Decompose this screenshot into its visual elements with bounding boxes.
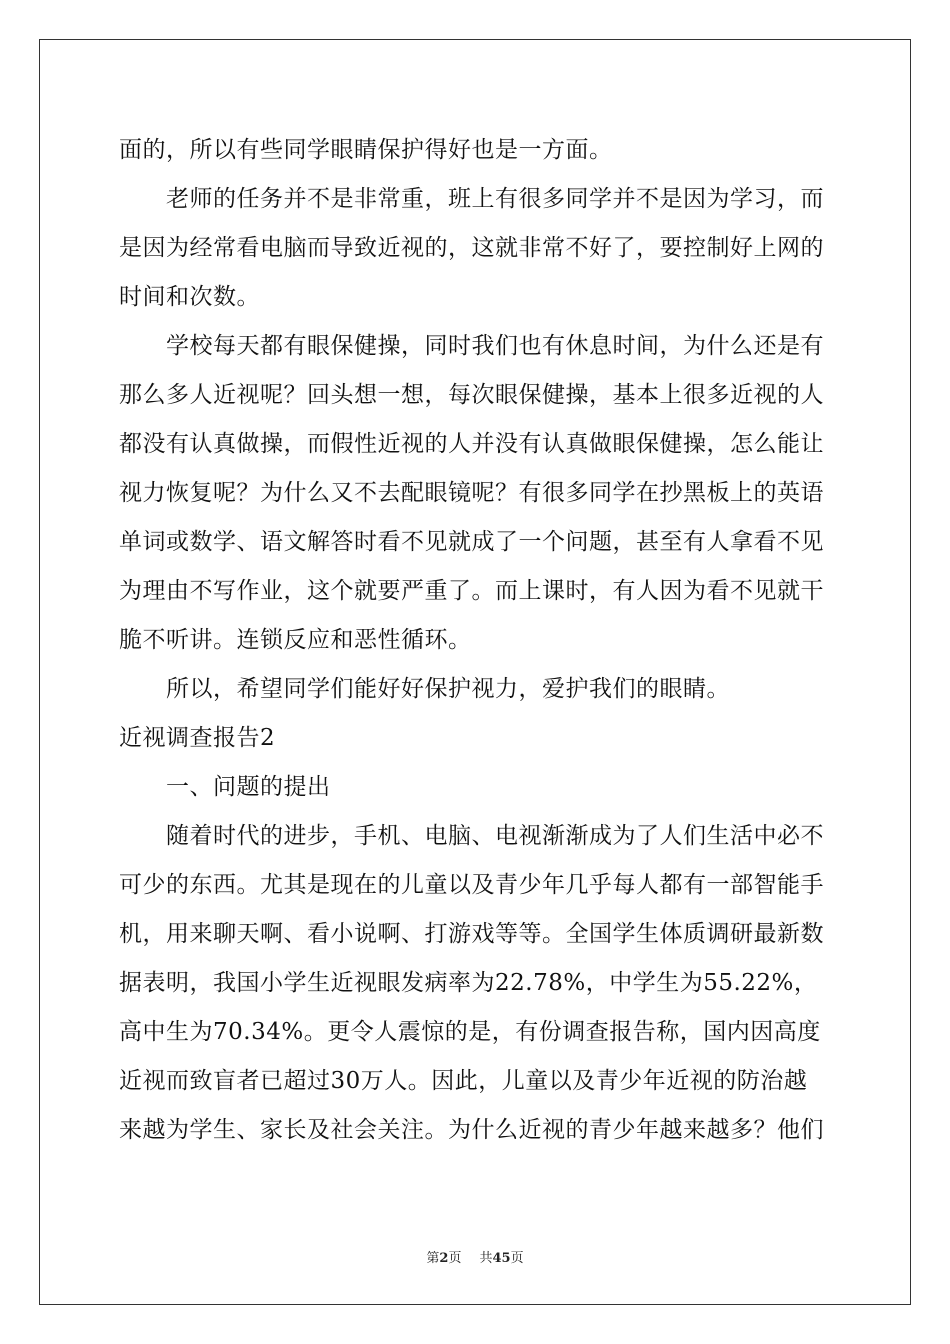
text-line: 面的，所以有些同学眼睛保护得好也是一方面。 (119, 137, 613, 163)
page-prefix: 第 (426, 1251, 440, 1266)
total-suffix: 页 (510, 1251, 524, 1266)
text-line: 都没有认真做操，而假性近视的人并没有认真做眼保健操，怎么能让 (119, 431, 824, 457)
text-line: 据表明，我国小学生近视眼发病率为22.78%，中学生为55.22%， (119, 970, 818, 996)
text-line: 单词或数学、语文解答时看不见就成了一个问题，甚至有人拿看不见 (119, 529, 824, 555)
text-line: 高中生为70.34%。更令人震惊的是，有份调查报告称，国内因高度 (119, 1019, 821, 1045)
text-line: 可少的东西。尤其是现在的儿童以及青少年几乎每人都有一部智能手 (119, 872, 824, 898)
page-number: 2 (439, 1251, 449, 1266)
page-suffix: 页 (448, 1251, 462, 1266)
text-line: 学校每天都有眼保健操，同时我们也有休息时间，为什么还是有 (166, 333, 824, 359)
text-line: 近视而致盲者已超过30万人。因此，儿童以及青少年近视的防治越 (119, 1068, 808, 1094)
text-line: 是因为经常看电脑而导致近视的，这就非常不好了，要控制好上网的 (119, 235, 824, 261)
text-line: 随着时代的进步，手机、电脑、电视渐渐成为了人们生活中必不 (166, 823, 824, 849)
text-line: 所以，希望同学们能好好保护视力，爱护我们的眼睛。 (166, 676, 730, 702)
subsection-heading: 一、问题的提出 (166, 774, 331, 800)
total-prefix: 共 (479, 1251, 493, 1266)
total-pages: 45 (492, 1251, 511, 1266)
text-line: 时间和次数。 (119, 284, 260, 310)
document-body (119, 126, 834, 1155)
text-line: 脆不听讲。连锁反应和恶性循环。 (119, 627, 472, 653)
text-line: 那么多人近视呢？回头想一想，每次眼保健操，基本上很多近视的人 (119, 382, 824, 408)
text-line: 机，用来聊天啊、看小说啊、打游戏等等。全国学生体质调研最新数 (119, 921, 824, 947)
text-line: 为理由不写作业，这个就要严重了。而上课时，有人因为看不见就干 (119, 578, 824, 604)
text-line: 老师的任务并不是非常重，班上有很多同学并不是因为学习，而 (166, 186, 824, 212)
section-heading: 近视调查报告2 (119, 725, 276, 751)
text-line: 视力恢复呢？为什么又不去配眼镜呢？有很多同学在抄黑板上的英语 (119, 480, 824, 506)
text-line: 来越为学生、家长及社会关注。为什么近视的青少年越来越多？他们 (119, 1117, 824, 1143)
page-footer (0, 1247, 950, 1266)
